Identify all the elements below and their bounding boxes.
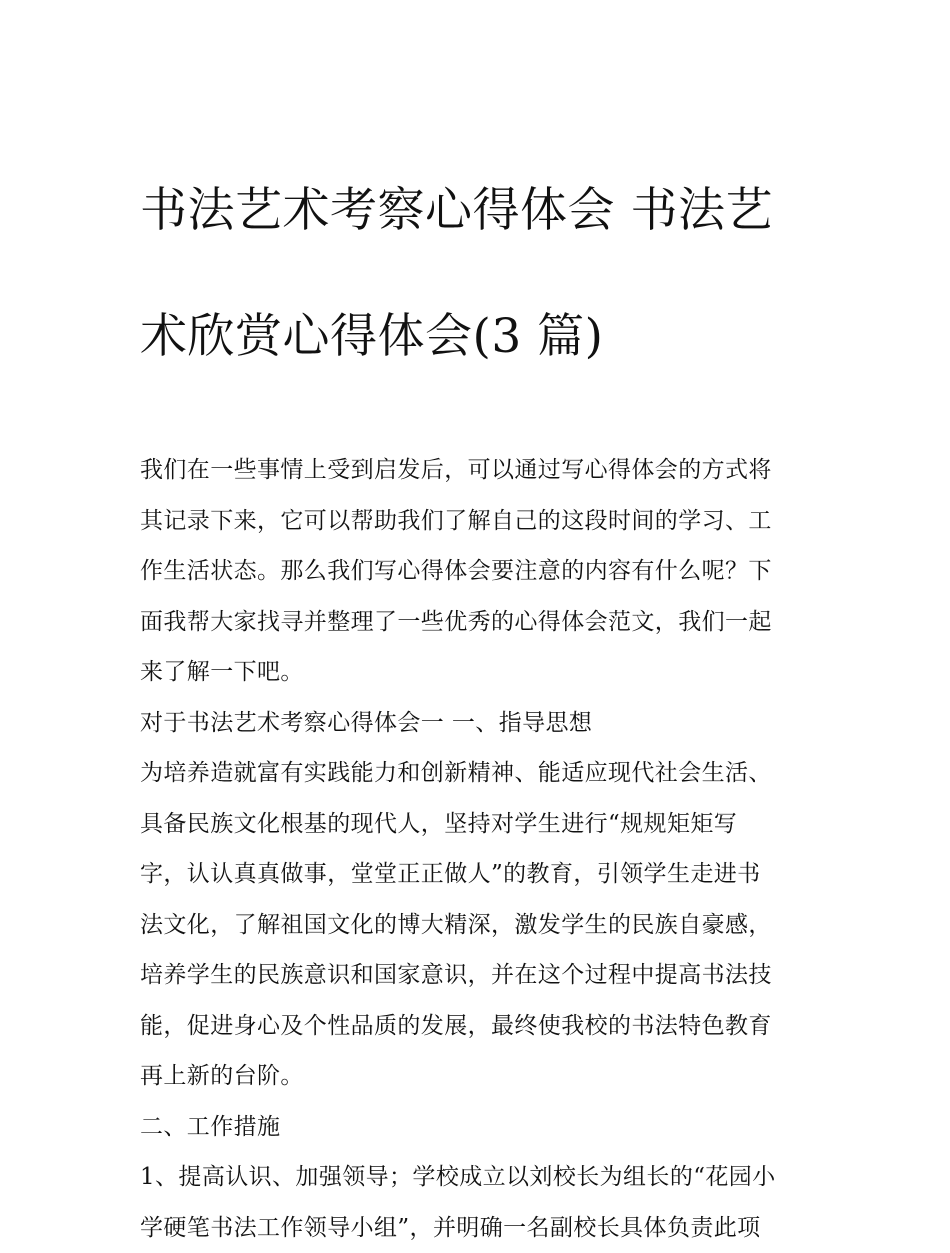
section1-heading: 对于书法艺术考察心得体会一 一、指导思想	[140, 698, 820, 749]
section2-heading: 二、工作措施	[140, 1102, 820, 1153]
title-line-2: 术欣赏心得体会(3 篇)	[140, 305, 820, 368]
intro-paragraph	[140, 445, 820, 698]
section2-line: 1、提高认识、加强领导；学校成立以刘校长为组长的“花园小	[140, 1152, 820, 1203]
section1-line: 再上新的台阶。	[140, 1051, 820, 1102]
title-line-1: 书法艺术考察心得体会 书法艺	[140, 179, 820, 242]
intro-line: 其记录下来，它可以帮助我们了解自己的这段时间的学习、工	[140, 496, 820, 547]
section2-paragraph	[140, 1152, 820, 1253]
section1-line: 为培养造就富有实践能力和创新精神、能适应现代社会生活、	[140, 748, 820, 799]
section1-line: 法文化，了解祖国文化的博大精深，激发学生的民族自豪感，	[140, 900, 820, 951]
document-title	[140, 116, 820, 431]
section1-line: 具备民族文化根基的现代人，坚持对学生进行“规规矩矩写	[140, 799, 820, 850]
intro-line: 我们在一些事情上受到启发后，可以通过写心得体会的方式将	[140, 445, 820, 496]
section1-paragraph	[140, 748, 820, 1102]
section1-line: 培养学生的民族意识和国家意识，并在这个过程中提高书法技	[140, 950, 820, 1001]
document-page	[140, 116, 820, 1253]
section1-line: 字，认认真真做事，堂堂正正做人”的教育，引领学生走进书	[140, 849, 820, 900]
intro-line: 作生活状态。那么我们写心得体会要注意的内容有什么呢？下	[140, 546, 820, 597]
section1-line: 能，促进身心及个性品质的发展，最终使我校的书法特色教育	[140, 1001, 820, 1052]
intro-line: 来了解一下吧。	[140, 647, 820, 698]
intro-line: 面我帮大家找寻并整理了一些优秀的心得体会范文，我们一起	[140, 597, 820, 648]
document-body	[140, 445, 820, 1253]
section2-line: 学硬笔书法工作领导小组”，并明确一名副校长具体负责此项	[140, 1203, 820, 1253]
